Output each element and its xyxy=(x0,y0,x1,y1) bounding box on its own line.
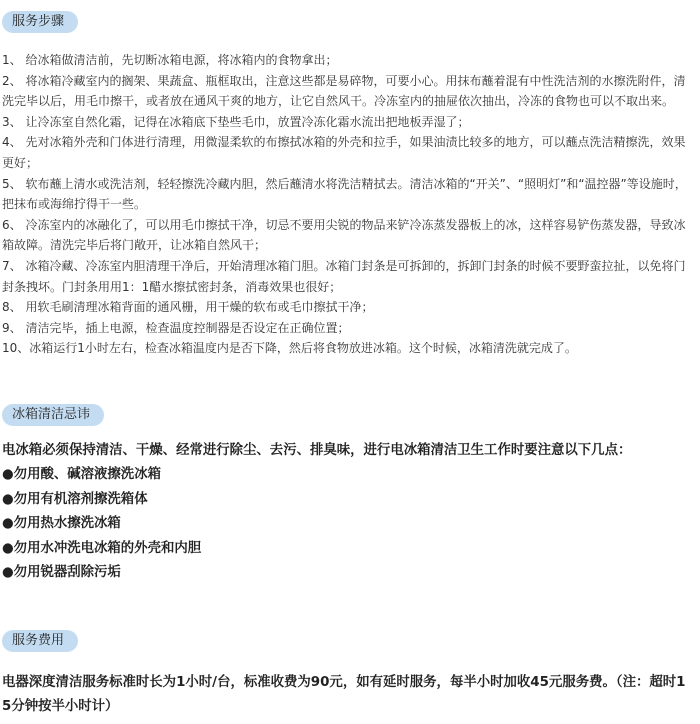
taboos-header xyxy=(2,403,696,426)
taboos-intro: 电冰箱必须保持清洁、干燥、经常进行除尘、去污、排臭味，进行电冰箱清洁卫生工作时要注意以下几点： xyxy=(2,443,632,458)
step-item: 6、 冷冻室内的冰融化了，可以用毛巾擦拭干净，切忌不要用尖锐的物品来铲冷冻蒸发器板上的冰，这样容易铲伤蒸发器，导致冰箱故障。清洗完毕后将门敞开，让冰箱自然风干； xyxy=(2,217,686,253)
step-item: 2、 将冰箱冷藏室内的搁架、果蔬盒、瓶框取出，注意这些都是易碎物，可要小心。用抹布蘸着混有中性洗洁剂的水擦洗附件，清洗完毕以后，用毛巾擦干，或者放在通风干爽的地方，让它自然风干。冷冻室内的抽屉依次抽出，冷冻的食物也可以不取出来。 xyxy=(2,73,686,109)
taboo-rule: ●勿用热水擦洗冰箱 xyxy=(2,516,121,532)
taboos-badge: 冰箱清洁忌讳 xyxy=(2,404,104,426)
service-steps-list xyxy=(2,50,694,359)
taboo-rule: ●勿用锐器刮除污垢 xyxy=(2,565,121,581)
fees-content xyxy=(2,671,692,720)
taboo-rule: ●勿用酸、碱溶液擦洗冰箱 xyxy=(2,467,161,483)
step-item: 1、 给冰箱做清洁前，先切断冰箱电源，将冰箱内的食物拿出； xyxy=(2,53,338,67)
step-item: 9、 清洁完毕，插上电源，检查温度控制器是否设定在正确位置； xyxy=(2,320,350,335)
step-item: 7、 冰箱冷藏、冷冻室内胆清理干净后，开始清理冰箱门胆。冰箱门封条是可拆卸的，拆卸门封条的时候不要野蛮拉扯，以免将门封条拽坏。门封条用用1：1醋水擦拭密封条，消毒效果也很好； xyxy=(2,258,686,294)
fees-text: 电器深度清洁服务标准时长为1小时/台，标准收费为90元，如有延时服务，每半小时加收45元服务费。（注：超时15分钟按半小时计） xyxy=(2,675,686,715)
step-item: 10、冰箱运行1小时左右，检查冰箱温度内是否下降，然后将食物放进冰箱。这个时候，冰箱清洗就完成了。 xyxy=(2,341,577,356)
service-steps-header xyxy=(2,10,696,33)
taboos-content xyxy=(2,439,692,585)
step-item: 4、 先对冰箱外壳和门体进行清理，用微湿柔软的布擦拭冰箱的外壳和拉手，如果油渍比较多的地方，可以蘸点洗洁精擦洗，效果更好； xyxy=(2,135,686,170)
taboo-rule: ●勿用水冲洗电冰箱的外壳和内胆 xyxy=(2,540,202,556)
step-item: 8、 用软毛刷清理冰箱背面的通风栅，用干燥的软布或毛巾擦拭干净； xyxy=(2,300,374,315)
fees-header xyxy=(2,629,696,652)
step-item: 3、 让冷冻室自然化霜，记得在冰箱底下垫些毛巾，放置冷冻化霜水流出把地板弄湿了； xyxy=(2,114,470,129)
taboo-rule: ●勿用有机溶剂擦洗箱体 xyxy=(2,491,148,507)
step-item: 5、 软布蘸上清水或洗洁剂，轻轻擦洗冷藏内胆，然后蘸清水将洗洁精拭去。清洁冰箱的“开关”、“照明灯”和“温控器”等设施时，把抹布或海绵拧得干一些。 xyxy=(2,176,687,212)
fees-badge: 服务费用 xyxy=(2,630,78,652)
service-steps-badge: 服务步骤 xyxy=(2,11,78,33)
